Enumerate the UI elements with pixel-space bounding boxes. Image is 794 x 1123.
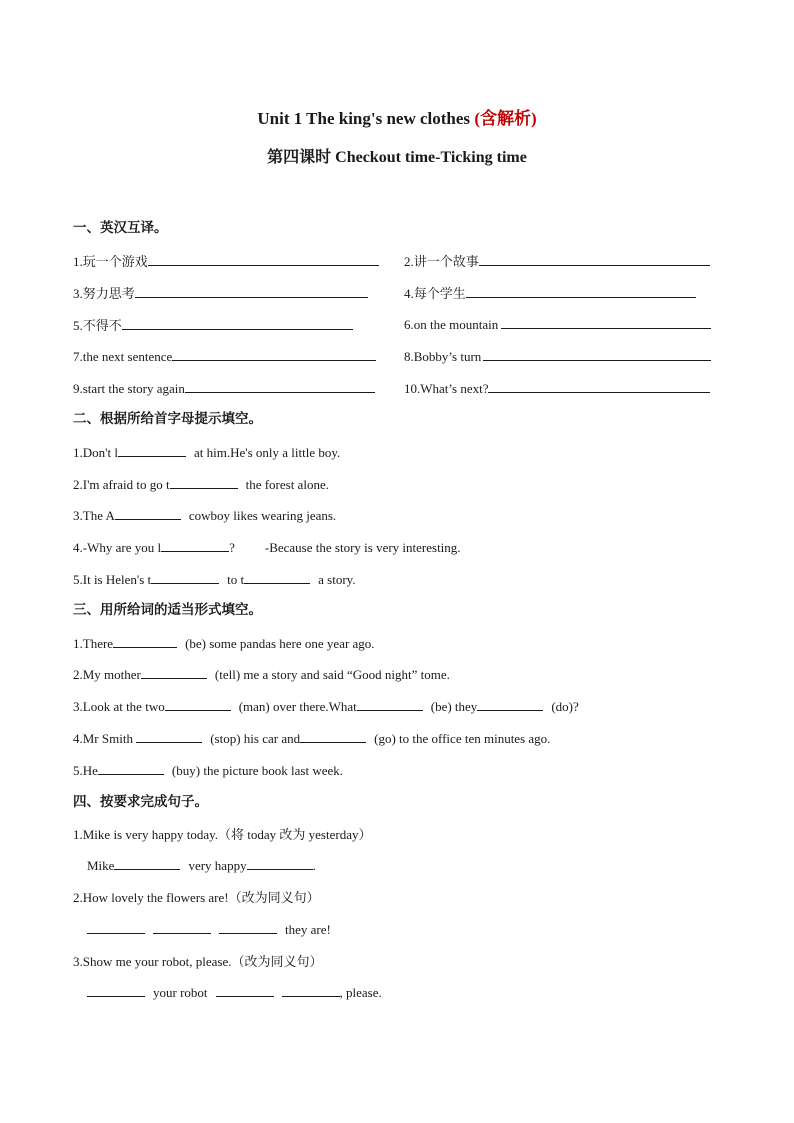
section-2-heading: 二、根据所给首字母提示填空。 <box>73 411 262 426</box>
answer-blank[interactable] <box>87 983 145 997</box>
s3-question-4: 4.Mr Smith (stop) his car and (go) to the office ten minutes ago. <box>73 731 551 746</box>
answer-blank[interactable] <box>153 920 211 934</box>
answer-blank[interactable] <box>114 856 180 870</box>
answer-blank[interactable] <box>118 443 186 457</box>
answer-blank[interactable] <box>501 315 711 329</box>
answer-blank[interactable] <box>122 316 353 330</box>
s4-answer-2: they are! <box>87 920 331 938</box>
answer-blank[interactable] <box>185 379 375 393</box>
answer-blank[interactable] <box>170 475 238 489</box>
section-3-heading: 三、用所给词的适当形式填空。 <box>73 602 262 617</box>
answer-blank[interactable] <box>488 379 710 393</box>
s1-item-6: 6.on the mountain <box>404 315 711 333</box>
s1-item-7: 7.the next sentence <box>73 347 376 365</box>
s4-answer-3: your robot , please. <box>87 983 382 1001</box>
s4-question-1: 1.Mike is very happy today.（将 today 改为 yesterday） <box>73 827 372 842</box>
s4-question-2: 2.How lovely the flowers are!（改为同义句） <box>73 890 320 905</box>
answer-blank[interactable] <box>357 697 423 711</box>
answer-blank[interactable] <box>115 506 181 520</box>
document-title <box>0 104 794 129</box>
s2-question-4: 4.-Why are you l ? -Because the story is very interesting. <box>73 540 461 555</box>
answer-blank[interactable] <box>466 284 696 298</box>
s3-question-1: 1.There (be) some pandas here one year ago. <box>73 636 375 651</box>
answer-blank[interactable] <box>300 729 366 743</box>
answer-blank[interactable] <box>247 856 313 870</box>
document-subtitle: 第四课时 Checkout time-Ticking time <box>267 149 527 166</box>
section-4-heading: 四、按要求完成句子。 <box>73 794 208 809</box>
answer-blank[interactable] <box>483 347 711 361</box>
s2-question-3: 3.The A cowboy likes wearing jeans. <box>73 508 337 523</box>
answer-blank[interactable] <box>244 570 310 584</box>
answer-blank[interactable] <box>477 697 543 711</box>
answer-blank[interactable] <box>151 570 219 584</box>
section-1-heading: 一、英汉互译。 <box>73 220 168 235</box>
s1-item-4: 4.每个学生 <box>404 283 696 302</box>
s2-question-5: 5.It is Helen's t to t a story. <box>73 572 356 587</box>
answer-blank[interactable] <box>165 697 231 711</box>
answer-blank[interactable] <box>172 347 376 361</box>
answer-blank[interactable] <box>98 761 164 775</box>
answer-blank[interactable] <box>141 665 207 679</box>
s4-question-3: 3.Show me your robot, please.（改为同义句） <box>73 954 323 969</box>
s3-question-2: 2.My mother (tell) me a story and said “Good night” tome. <box>73 667 450 682</box>
s1-item-5: 5.不得不 <box>73 315 353 334</box>
answer-blank[interactable] <box>136 729 202 743</box>
answer-blank[interactable] <box>216 983 274 997</box>
s1-item-3: 3.努力思考 <box>73 283 368 302</box>
answer-blank[interactable] <box>161 538 229 552</box>
s1-item-8: 8.Bobby’s turn <box>404 347 711 365</box>
s1-item-2: 2.讲一个故事 <box>404 251 710 270</box>
answer-blank[interactable] <box>282 983 340 997</box>
title-text: Unit 1 The king's new clothes <box>257 109 475 128</box>
s2-question-1: 1.Don't l at him.He's only a little boy. <box>73 445 341 460</box>
s3-question-5: 5.He (buy) the picture book last week. <box>73 763 344 778</box>
answer-blank[interactable] <box>135 284 368 298</box>
s4-answer-1: Mike very happy . <box>87 858 316 873</box>
answer-blank[interactable] <box>87 920 145 934</box>
s3-question-3: 3.Look at the two (man) over there.What (be) they (do)? <box>73 699 579 714</box>
answer-blank[interactable] <box>219 920 277 934</box>
title-note: (含解析) <box>474 109 537 128</box>
s1-item-1: 1.玩一个游戏 <box>73 251 379 270</box>
answer-blank[interactable] <box>479 252 710 266</box>
s1-item-9: 9.start the story again <box>73 379 375 397</box>
answer-blank[interactable] <box>148 252 379 266</box>
answer-blank[interactable] <box>113 634 177 648</box>
s1-item-10: 10.What’s next? <box>404 379 710 397</box>
s2-question-2: 2.I'm afraid to go t the forest alone. <box>73 477 329 492</box>
